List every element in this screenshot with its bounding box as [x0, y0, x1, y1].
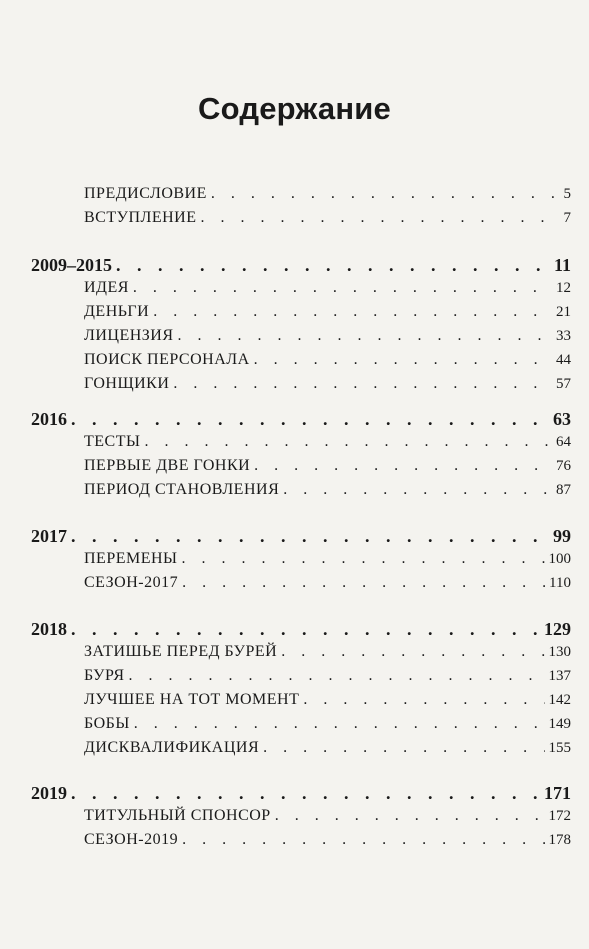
toc-part-label: 2018 [31, 619, 67, 639]
toc-part-page: 129 [544, 619, 571, 639]
toc-entry-preface [84, 185, 571, 209]
toc-entry-page: 5 [563, 186, 571, 202]
toc-entry: ПЕРВЫЕ ДВЕ ГОНКИ . . . 76 [84, 457, 571, 481]
toc-entry: СЕЗОН-2019 . . . 178 [84, 831, 571, 855]
toc-part-2019 [31, 783, 571, 807]
toc-part-2018 [31, 619, 571, 643]
toc-entry: ДИСКВАЛИФИКАЦИЯ . . . 155 [84, 739, 571, 763]
toc-part-2016 [31, 409, 571, 433]
toc-entry: ПЕРЕМЕНЫ . . . 100 [84, 550, 571, 574]
toc-part-page: 11 [553, 255, 571, 275]
toc-entry-page: 7 [563, 210, 571, 226]
toc-part-page: 63 [553, 409, 571, 429]
toc-entry: ЛИЦЕНЗИЯ . . . 33 [84, 327, 571, 351]
toc-entry: ПОИСК ПЕРСОНАЛА . . . 44 [84, 351, 571, 375]
toc-part-label: 2009–2015 [31, 255, 112, 275]
toc-entry: ДЕНЬГИ . . . 21 [84, 303, 571, 327]
toc-entry-introduction [84, 209, 571, 233]
toc-entry: ЛУЧШЕЕ НА ТОТ МОМЕНТ . . . 142 [84, 691, 571, 715]
toc-part-label: 2019 [31, 783, 67, 803]
toc-entry: ЗАТИШЬЕ ПЕРЕД БУРЕЙ . . . 130 [84, 643, 571, 667]
toc-part-label: 2017 [31, 526, 67, 546]
toc-entry-label: ПРЕДИСЛОВИЕ [84, 185, 207, 202]
toc-entry: БУРЯ . . . 137 [84, 667, 571, 691]
toc-part-2009-2015 [31, 255, 571, 279]
toc-entry: ПЕРИОД СТАНОВЛЕНИЯ . . . 87 [84, 481, 571, 505]
toc-part-2017 [31, 526, 571, 550]
toc-entry-label: ВСТУПЛЕНИЕ [84, 209, 197, 226]
toc-entry: ТЕСТЫ . . . 64 [84, 433, 571, 457]
toc-part-page: 99 [553, 526, 571, 546]
toc-entry: СЕЗОН-2017 . . . 110 [84, 574, 571, 598]
toc-entry: ТИТУЛЬНЫЙ СПОНСОР . . . 172 [84, 807, 571, 831]
toc-entry: БОБЫ . . . 149 [84, 715, 571, 739]
toc-entry: ИДЕЯ . . . 12 [84, 279, 571, 303]
toc-part-page: 171 [544, 783, 571, 803]
page-title: Содержание [198, 91, 391, 126]
toc-part-label: 2016 [31, 409, 67, 429]
toc-entry: ГОНЩИКИ . . . 57 [84, 375, 571, 399]
